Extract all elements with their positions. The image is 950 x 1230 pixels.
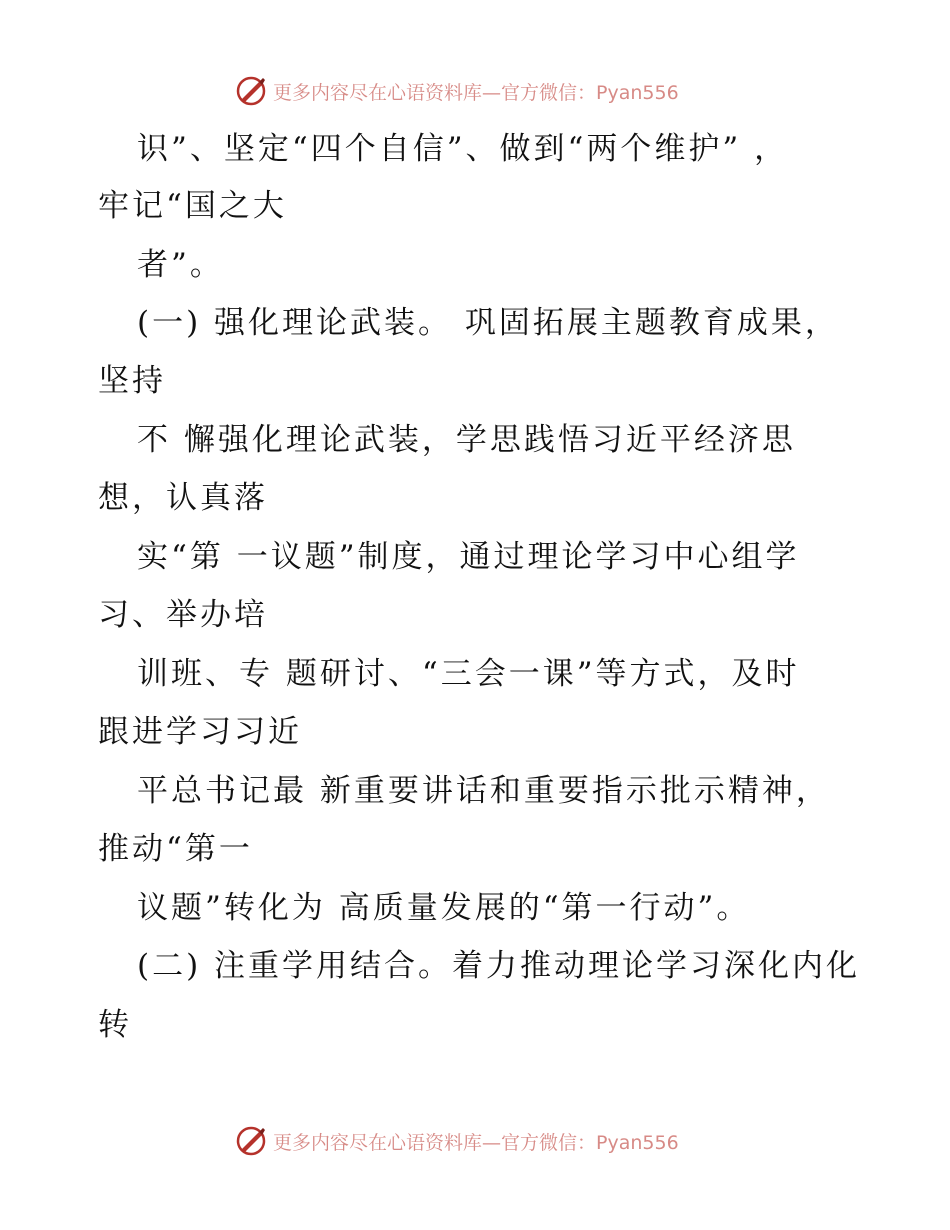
body-line: 推动“第一 xyxy=(98,831,253,867)
body-line: 平总书记最 新重要讲话和重要指示批示精神， xyxy=(137,773,830,809)
body-line: 转 xyxy=(98,1007,132,1043)
body-line: 跟进学习习近 xyxy=(98,714,302,750)
pen-logo-icon xyxy=(235,1125,267,1157)
body-line: 者”。 xyxy=(137,247,224,283)
pen-logo-icon xyxy=(235,75,267,107)
body-line: (二) 注重学用结合。着力推动理论学习深化内化 xyxy=(137,948,861,984)
body-line: (一) 强化理论武装。 巩固拓展主题教育成果， xyxy=(137,305,839,341)
body-line: 实“第 一议题”制度，通过理论学习中心组学 xyxy=(137,539,800,575)
watermark-text: 更多内容尽在心语资料库—官方微信：Pyan556 xyxy=(273,81,679,104)
watermark-text: 更多内容尽在心语资料库—官方微信：Pyan556 xyxy=(273,1131,679,1154)
body-line: 议题”转化为 高质量发展的“第一行动”。 xyxy=(137,890,751,926)
body-line: 不 懈强化理论武装，学思践悟习近平经济思 xyxy=(137,422,796,458)
body-line: 牢记“国之大 xyxy=(98,188,287,224)
body-line: 习、举办培 xyxy=(98,597,268,633)
body-line: 想，认真落 xyxy=(98,480,268,516)
body-line: 训班、专 题研讨、“三会一课”等方式，及时 xyxy=(137,656,800,692)
body-line: 识”、坚定“四个自信”、做到“两个维护” ， xyxy=(137,131,789,167)
footer-watermark xyxy=(0,1120,950,1160)
header-watermark xyxy=(0,70,950,110)
body-line: 坚持 xyxy=(98,363,166,399)
